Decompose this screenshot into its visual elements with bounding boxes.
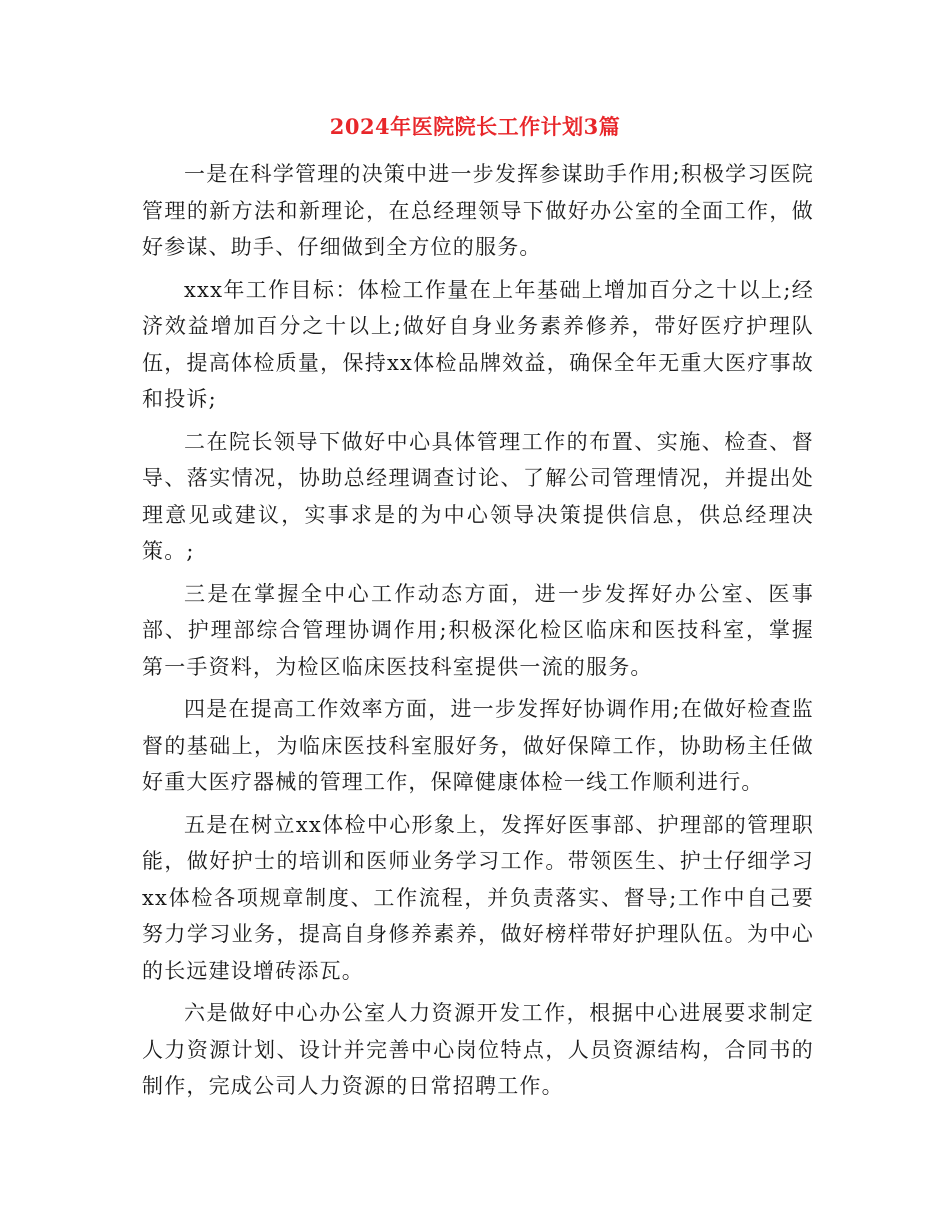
- document-title: 2024年医院院长工作计划3篇: [329, 114, 621, 139]
- paragraph-1: 一是在科学管理的决策中进一步发挥参谋助手作用;积极学习医院管理的新方法和新理论，在总经理领导下做好办公室的全面工作，做好参谋、助手、仔细做到全方位的服务。: [142, 162, 814, 259]
- paragraph-6: 五是在树立xx体检中心形象上，发挥好医事部、护理部的管理职能，做好护士的培训和医师业务学习工作。带领医生、护士仔细学习xx体检各项规章制度、工作流程，并负责落实、督导;工作中自己要努力学习业务，提高自身修养素养，做好榜样带好护理队伍。为中心的长远建设增砖添瓦。: [142, 812, 814, 983]
- paragraph-4: 三是在掌握全中心工作动态方面，进一步发挥好办公室、医事部、护理部综合管理协调作用;积极深化检区临床和医技科室，掌握第一手资料，为检区临床医技科室提供一流的服务。: [142, 581, 814, 679]
- paragraph-2: xxx年工作目标：体检工作量在上年基础上增加百分之十以上;经济效益增加百分之十以上;做好自身业务素养修养，带好医疗护理队伍，提高体检质量，保持xx体检品牌效益，确保全年无重大医疗事故和投诉;: [142, 277, 814, 411]
- paragraph-5: 四是在提高工作效率方面，进一步发挥好协调作用;在做好检查监督的基础上，为临床医技科室服好务，做好保障工作，协助杨主任做好重大医疗器械的管理工作，保障健康体检一线工作顺利进行。: [142, 697, 814, 794]
- paragraph-3: 二在院长领导下做好中心具体管理工作的布置、实施、检查、督导、落实情况，协助总经理调查讨论、了解公司管理情况，并提出处理意见或建议，实事求是的为中心领导决策提供信息，供总经理决策。;: [142, 429, 814, 563]
- paragraph-7: 六是做好中心办公室人力资源开发工作，根据中心进展要求制定人力资源计划、设计并完善中心岗位特点，人员资源结构，合同书的制作，完成公司人力资源的日常招聘工作。: [142, 1001, 814, 1098]
- document-body: [142, 156, 814, 1111]
